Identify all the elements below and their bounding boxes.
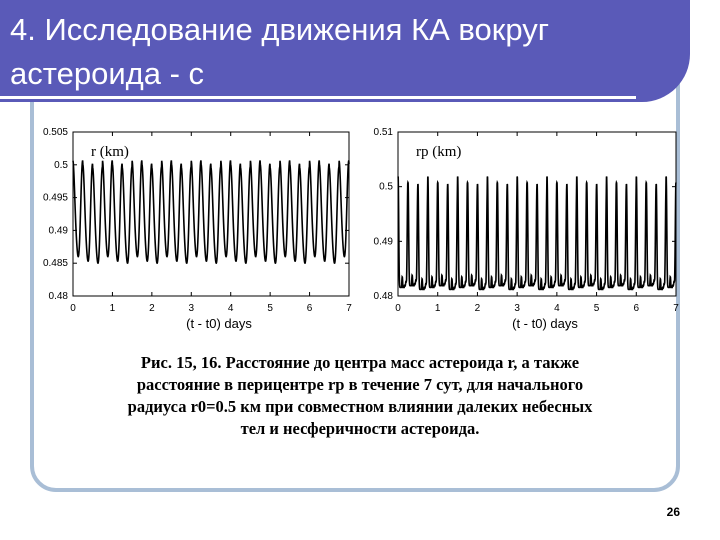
x-tick-label: 6: [306, 303, 313, 314]
y-axis-label: rp (km): [416, 144, 462, 160]
x-tick-label: 4: [227, 303, 234, 314]
title-underline: [0, 96, 636, 99]
x-tick-label: 5: [267, 303, 273, 314]
x-tick-label: 0: [70, 303, 76, 314]
caption-line-1: Рис. 15, 16. Расстояние до центра масс астероида r, а также: [140, 353, 580, 372]
y-tick-label: 0.51: [373, 127, 393, 138]
series-line: [73, 160, 349, 263]
chart-right: [362, 122, 682, 337]
x-tick-label: 2: [149, 303, 155, 314]
x-tick-label: 3: [188, 303, 195, 314]
series-line: [398, 177, 676, 290]
x-tick-label: 1: [109, 303, 116, 314]
slide-title-line-1: 4. Исследование движения КА вокруг: [10, 12, 550, 47]
y-tick-label: 0.49: [48, 225, 68, 237]
caption-line-2: расстояние в перицентре rp в течение 7 сут, для начального: [136, 375, 584, 394]
x-axis-label: (t - t0) days: [512, 316, 578, 331]
y-tick-label: 0.485: [42, 258, 68, 270]
x-tick-label: 2: [474, 303, 481, 314]
y-tick-label: 0.48: [373, 291, 393, 302]
y-tick-label: 0.48: [48, 291, 68, 302]
x-tick-label: 7: [346, 303, 352, 314]
y-tick-label: 0.495: [42, 192, 68, 204]
y-tick-label: 0.5: [379, 181, 393, 193]
y-tick-label: 0.5: [54, 159, 68, 171]
x-tick-label: 3: [514, 303, 520, 314]
title-bar: [0, 0, 690, 102]
x-tick-label: 7: [673, 303, 679, 314]
page-number: 26: [666, 505, 680, 519]
y-tick-label: 0.49: [373, 236, 393, 248]
y-tick-label: 0.505: [42, 127, 68, 138]
y-axis-label: r (km): [91, 144, 129, 160]
x-tick-label: 5: [593, 303, 600, 314]
slide-title-line-2: астероида - с: [10, 56, 205, 91]
x-axis-label: (t - t0) days: [186, 316, 252, 331]
chart-left: [35, 122, 355, 337]
figure-caption: [60, 352, 660, 440]
caption-line-3: радиуса r0=0.5 км при совместном влиянии далеких небесных: [127, 397, 593, 416]
caption-line-4: тел и несферичности астероида.: [240, 419, 480, 438]
x-tick-label: 6: [633, 303, 640, 314]
x-tick-label: 1: [434, 303, 441, 314]
x-tick-label: 4: [554, 303, 560, 314]
x-tick-label: 0: [395, 303, 401, 314]
